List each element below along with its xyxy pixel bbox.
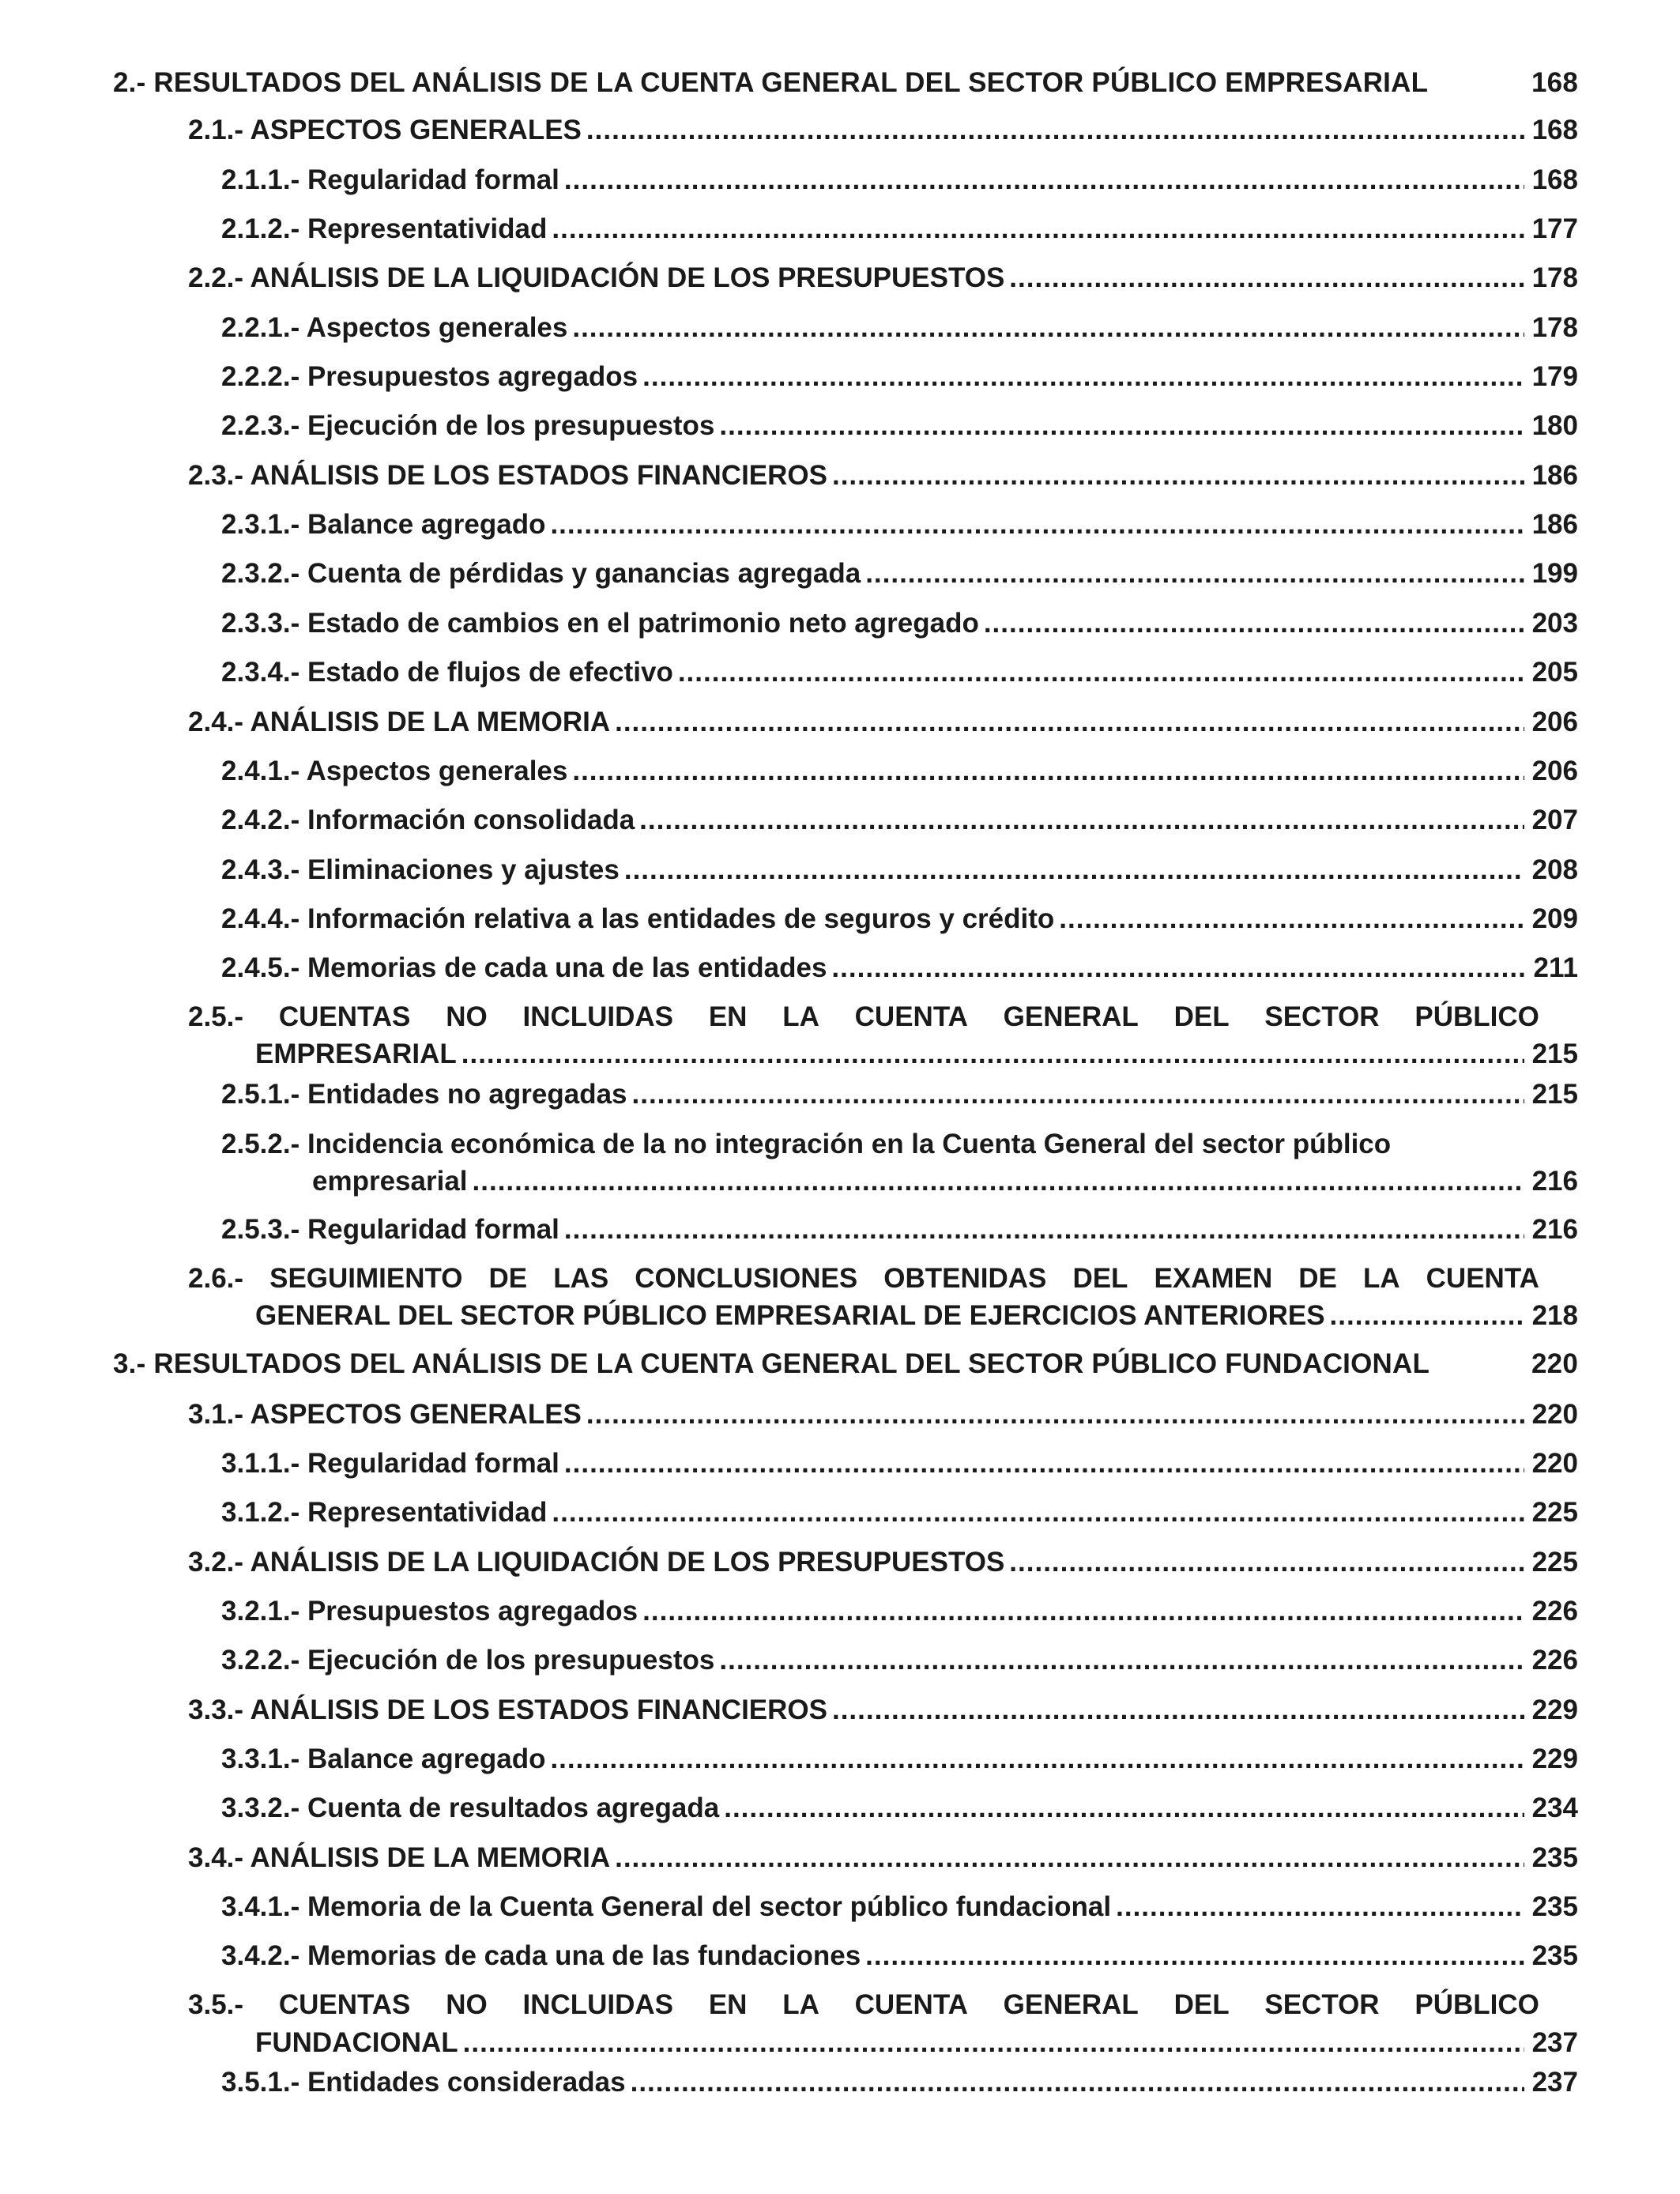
page-number: 237 [1531,2067,1578,2098]
dot-leader [984,604,1524,643]
page-number: 216 [1531,1166,1578,1197]
toc-title: 2.3.- ANÁLISIS DE LOS ESTADOS FINANCIEROS [188,460,827,491]
dot-leader [615,1838,1524,1878]
toc-line [188,703,1578,742]
toc-line [188,1395,1578,1434]
toc-title: 2.1.- ASPECTOS GENERALES [188,115,582,145]
page-number: 180 [1531,410,1578,441]
page-number: 205 [1531,657,1578,688]
toc-line [221,505,1578,545]
toc-title-justified [188,1259,1539,1299]
title-word: 2.6.- [188,1263,244,1294]
dot-leader [550,505,1524,545]
page-number: 237 [1531,2027,1578,2058]
title-word: CUENTA [854,1001,968,1032]
toc-line [221,1444,1578,1483]
toc-title: 3.1.1.- Regularidad formal [221,1448,559,1479]
page-number: 186 [1531,509,1578,540]
toc-title: 3.5.1.- Entidades consideradas [221,2067,626,2098]
page-number: 215 [1531,1039,1578,1069]
toc-title: 3.3.- ANÁLISIS DE LOS ESTADOS FINANCIEROS [188,1695,827,1725]
toc-title: 2.5.1.- Entidades no agregadas [221,1079,627,1110]
toc-line [221,1789,1578,1828]
toc-line [255,2023,1578,2063]
title-word: DEL [1173,1989,1230,2020]
title-word: SECTOR [1264,1001,1380,1032]
toc-line [221,948,1578,988]
page-number: 216 [1531,1214,1578,1245]
page-number: 199 [1531,558,1578,589]
toc-line [221,554,1578,594]
dot-leader [552,209,1524,249]
toc-title: 2.4.- ANÁLISIS DE LA MEMORIA [188,707,611,737]
page-number: 206 [1531,756,1578,786]
title-word: CUENTA [854,1989,968,2020]
page-number: 208 [1531,854,1578,885]
title-word: CUENTAS [278,1989,411,2020]
dot-leader [642,1592,1524,1631]
dot-leader [719,406,1524,446]
title-word: SEGUIMIENTO [269,1263,463,1294]
page-number: 211 [1533,952,1578,983]
toc-title-justified [188,997,1539,1037]
title-word: EN [708,1989,748,2020]
page-number: 235 [1531,1842,1578,1873]
page-number: 179 [1531,361,1578,392]
dot-leader [832,456,1524,496]
toc-line [188,111,1578,150]
toc-line [221,308,1578,348]
toc-title: 2.2.3.- Ejecución de los presupuestos [221,410,715,441]
toc-line [221,1641,1578,1680]
toc-line [221,604,1578,643]
toc-title: 3.1.- ASPECTOS GENERALES [188,1399,582,1430]
dot-leader [865,1936,1524,1976]
toc-title: 2.1.2.- Representatividad [221,213,548,244]
toc-line [188,1543,1578,1582]
toc-title: 3.3.1.- Balance agregado [221,1744,546,1774]
page-number: 220 [1531,1399,1578,1430]
toc-title: 2.2.2.- Presupuestos agregados [221,361,638,392]
title-word: DE [488,1263,528,1294]
toc-title: 2.4.1.- Aspectos generales [221,756,568,786]
title-word: GENERAL [1003,1001,1139,1032]
toc-title: 2.2.1.- Aspectos generales [221,312,568,343]
dot-leader [832,1691,1524,1730]
dot-leader [724,1789,1524,1828]
toc-title: 2.4.2.- Información consolidada [221,805,635,835]
toc-line [221,2063,1578,2102]
toc-title: 2.4.5.- Memorias de cada una de las entidades [221,952,827,983]
title-word: NO [446,1001,488,1032]
page-number: 225 [1531,1547,1578,1578]
title-word: EXAMEN [1154,1263,1273,1294]
title-word: DEL [1072,1263,1128,1294]
toc-title: 2.3.4.- Estado de flujos de efectivo [221,657,673,688]
page-number: 218 [1531,1300,1578,1331]
toc-line [221,801,1578,840]
toc-line [221,1740,1578,1779]
title-word: CONCLUSIONES [635,1263,858,1294]
page-number: 215 [1531,1079,1578,1110]
toc-line [221,209,1578,249]
page-number: 235 [1531,1940,1578,1971]
toc-title: 2.- RESULTADOS DEL ANÁLISIS DE LA CUENTA GENERAL DEL SECTOR PÚBLICO EMPRESARIAL [113,67,1429,98]
page-number: 168 [1531,164,1578,195]
toc-line [113,63,1578,103]
page-number: 226 [1531,1596,1578,1627]
title-word: GENERAL [1003,1989,1139,2020]
dot-leader [552,1493,1524,1532]
title-word: CUENTAS [278,1001,411,1032]
toc-title: 3.3.2.- Cuenta de resultados agregada [221,1793,720,1823]
dot-leader [461,1035,1524,1074]
toc-line [221,850,1578,890]
page-number: 177 [1531,213,1578,244]
toc-title: 2.5.3.- Regularidad formal [221,1214,559,1245]
title-word: NO [446,1989,488,2020]
title-word: PÚBLICO [1414,1001,1539,1032]
toc-title: 3.2.1.- Presupuestos agregados [221,1596,638,1627]
toc-line [221,1936,1578,1976]
toc-title: 2.4.4.- Información relativa a las entidades de seguros y crédito [221,903,1055,934]
title-word: 3.5.- [188,1989,244,2020]
title-word: EN [708,1001,748,1032]
toc-title-justified [188,1985,1539,2025]
title-word: 2.5.- [188,1001,244,1032]
toc-title: 3.4.2.- Memorias de cada una de las fundaciones [221,1940,861,1971]
toc-title: 2.4.3.- Eliminaciones y ajustes [221,854,620,885]
toc-title: 2.3.1.- Balance agregado [221,509,546,540]
dot-leader [624,850,1524,890]
toc-line [221,406,1578,446]
toc-title: 2.2.- ANÁLISIS DE LA LIQUIDACIÓN DE LOS PRESUPUESTOS [188,262,1005,293]
toc-line [221,752,1578,791]
page-number: 225 [1531,1497,1578,1528]
dot-leader [1009,1543,1524,1582]
toc-line [221,653,1578,692]
dot-leader [642,357,1524,397]
toc-line [221,1592,1578,1631]
page-number: 226 [1531,1645,1578,1676]
dot-leader [550,1740,1524,1779]
title-word: INCLUIDAS [522,1001,674,1032]
dot-leader [564,1444,1524,1483]
toc-title: 3.4.1.- Memoria de la Cuenta General del sector público fundacional [221,1891,1112,1922]
toc-line [255,1296,1578,1336]
dot-leader [632,1075,1524,1114]
dot-leader [1116,1887,1524,1927]
dot-leader [639,801,1524,840]
title-word: LA [782,1989,819,2020]
dot-leader [1009,258,1524,298]
dot-leader [572,752,1524,791]
dot-leader [1059,899,1524,939]
toc-line [113,1344,1578,1384]
title-word: OBTENIDAS [883,1263,1047,1294]
toc-line [221,899,1578,939]
page-number: 235 [1531,1891,1578,1922]
title-word: DEL [1173,1001,1230,1032]
toc-title: GENERAL DEL SECTOR PÚBLICO EMPRESARIAL DE EJERCICIOS ANTERIORES [255,1300,1325,1331]
dot-leader [865,554,1524,594]
page-number: 207 [1531,805,1578,835]
page-number: 178 [1531,312,1578,343]
toc-line [188,1691,1578,1730]
toc-line [255,1035,1578,1074]
dot-leader [586,1395,1524,1434]
title-word: DE [1298,1263,1337,1294]
dot-leader [678,653,1524,692]
page-number: 229 [1531,1744,1578,1774]
toc-line [221,1887,1578,1927]
page-number: 220 [1531,1448,1578,1479]
page-number: 206 [1531,707,1578,737]
dot-leader [564,1210,1524,1250]
dot-leader [463,2023,1524,2063]
dot-leader [586,111,1524,150]
dot-leader [473,1162,1524,1201]
title-word: LA [1362,1263,1400,1294]
toc-title: 3.1.2.- Representatividad [221,1497,548,1528]
toc-title: EMPRESARIAL [255,1039,457,1069]
toc-title: 3.2.- ANÁLISIS DE LA LIQUIDACIÓN DE LOS PRESUPUESTOS [188,1547,1005,1578]
toc-line [188,258,1578,298]
toc-line [221,357,1578,397]
title-word: PÚBLICO [1414,1989,1539,2020]
toc-title: FUNDACIONAL [255,2027,458,2058]
toc-line [221,1210,1578,1250]
toc-title: 2.3.2.- Cuenta de pérdidas y ganancias agregada [221,558,861,589]
toc-line [221,160,1578,200]
dot-leader [572,308,1524,348]
title-word: CUENTA [1426,1263,1539,1294]
page-number: 178 [1531,262,1578,293]
toc-line [221,1493,1578,1532]
toc-title: 3.- RESULTADOS DEL ANÁLISIS DE LA CUENTA GENERAL DEL SECTOR PÚBLICO FUNDACIONAL [113,1348,1430,1379]
toc-line [312,1162,1578,1201]
toc-title: 2.3.3.- Estado de cambios en el patrimonio neto agregado [221,608,979,639]
dot-leader [615,703,1524,742]
dot-leader [564,160,1524,200]
page-number: 209 [1531,903,1578,934]
toc-title: 3.2.2.- Ejecución de los presupuestos [221,1645,715,1676]
toc-title: empresarial [312,1166,468,1197]
toc-line [188,1838,1578,1878]
page-number: 168 [1531,115,1578,145]
title-word: INCLUIDAS [522,1989,674,2020]
dot-leader [631,2063,1524,2102]
page-number: 229 [1531,1695,1578,1725]
title-word: SECTOR [1264,1989,1380,2020]
page-number: 203 [1531,608,1578,639]
toc-line [188,456,1578,496]
page-number: 186 [1531,460,1578,491]
page-number: 220 [1531,1348,1578,1379]
toc-title: 2.1.1.- Regularidad formal [221,164,559,195]
title-word: LAS [553,1263,609,1294]
toc-title: 3.4.- ANÁLISIS DE LA MEMORIA [188,1842,611,1873]
page-number: 168 [1531,67,1578,98]
dot-leader [719,1641,1524,1680]
dot-leader [1330,1296,1524,1336]
toc-title: 2.5.2.- Incidencia económica de la no integración en la Cuenta General del sector público [221,1129,1392,1159]
page-number: 234 [1531,1793,1578,1823]
dot-leader [831,948,1525,988]
title-word: LA [782,1001,819,1032]
toc-line [221,1075,1578,1114]
